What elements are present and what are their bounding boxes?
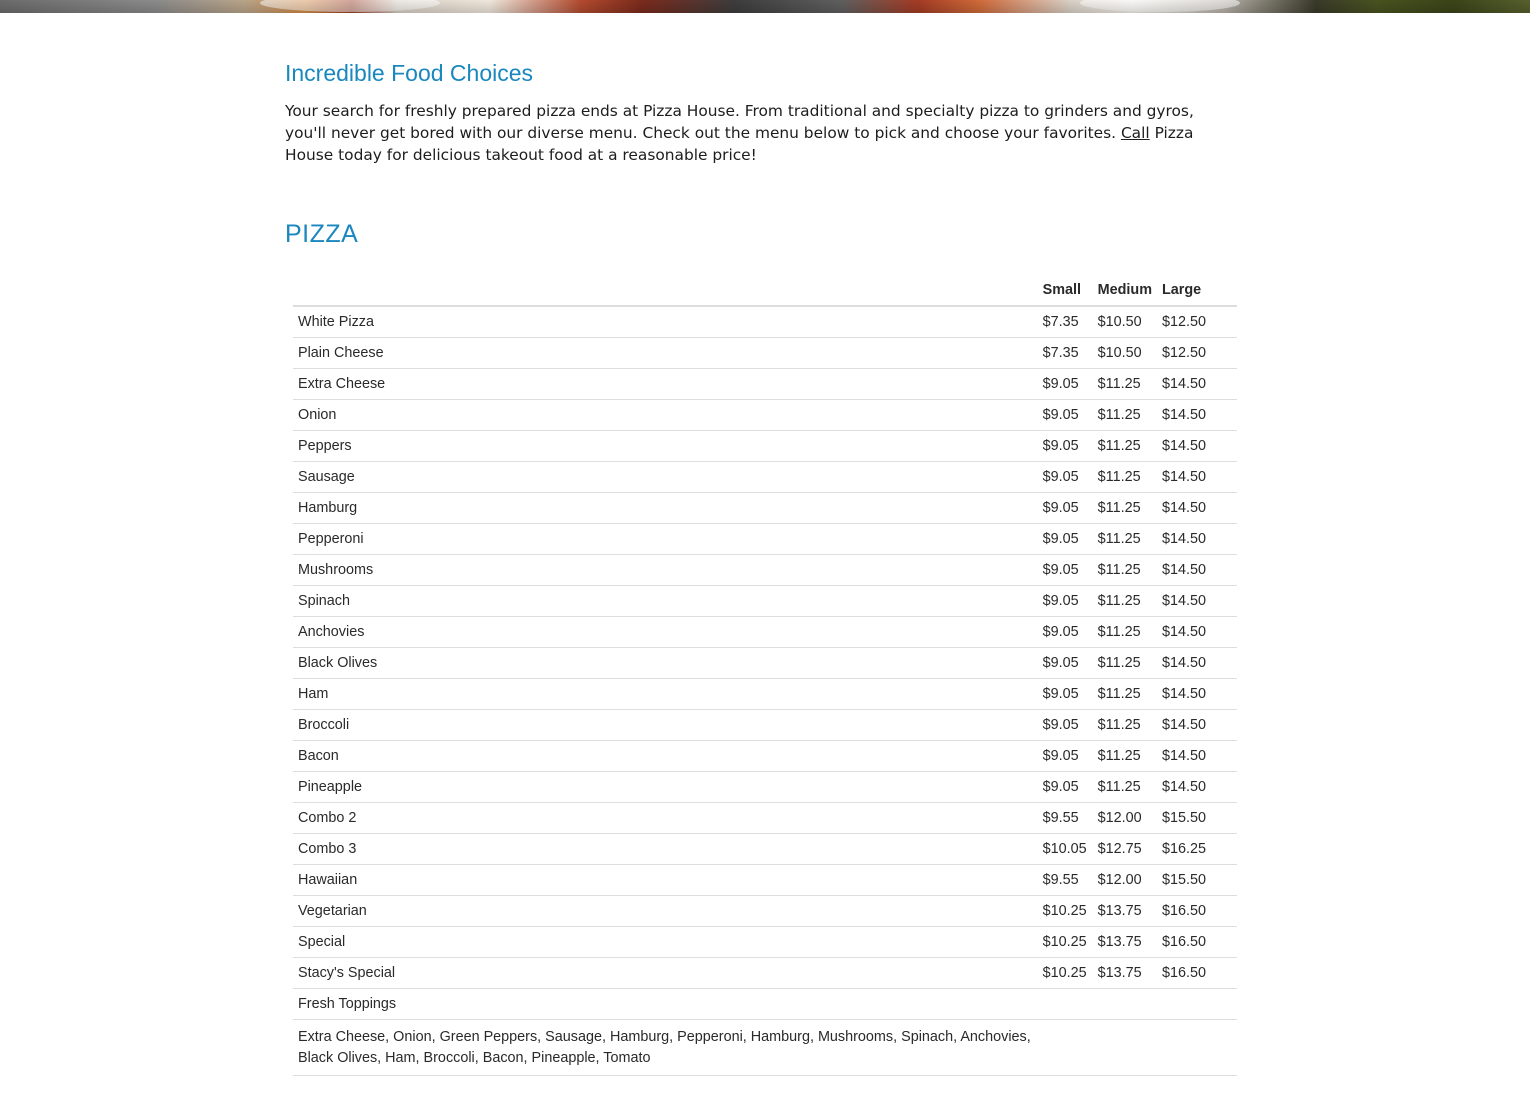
table-row xyxy=(293,803,1237,834)
price-large-cell: $16.50 xyxy=(1157,958,1237,989)
price-medium-cell: $11.25 xyxy=(1093,710,1157,741)
price-medium-cell: $10.50 xyxy=(1093,338,1157,369)
table-row xyxy=(293,865,1237,896)
price-small-cell: $9.05 xyxy=(1038,617,1093,648)
price-small-cell: $9.05 xyxy=(1038,648,1093,679)
price-medium-cell: $13.75 xyxy=(1093,958,1157,989)
column-header-large: Large xyxy=(1157,274,1237,306)
item-name-cell: Pepperoni xyxy=(293,524,1038,555)
price-medium-cell: $11.25 xyxy=(1093,524,1157,555)
price-large-cell: $14.50 xyxy=(1157,524,1237,555)
price-small-cell: $9.05 xyxy=(1038,710,1093,741)
intro-heading: Incredible Food Choices xyxy=(285,60,534,86)
price-medium-cell: $11.25 xyxy=(1093,617,1157,648)
table-row xyxy=(293,338,1237,369)
toppings-title-row xyxy=(293,989,1237,1020)
table-row xyxy=(293,896,1237,927)
price-medium-cell: $11.25 xyxy=(1093,555,1157,586)
price-medium-cell: $11.25 xyxy=(1093,462,1157,493)
price-medium-cell: $11.25 xyxy=(1093,493,1157,524)
table-row xyxy=(293,493,1237,524)
table-row xyxy=(293,462,1237,493)
price-medium-cell: $12.00 xyxy=(1093,865,1157,896)
price-medium-cell: $12.00 xyxy=(1093,803,1157,834)
price-large-cell: $16.50 xyxy=(1157,927,1237,958)
item-name-cell: Peppers xyxy=(293,431,1038,462)
price-medium-cell: $10.50 xyxy=(1093,306,1157,338)
price-large-cell: $16.50 xyxy=(1157,896,1237,927)
hero-plate-highlight xyxy=(260,0,440,12)
item-name-cell: Vegetarian xyxy=(293,896,1038,927)
table-row xyxy=(293,586,1237,617)
price-large-cell: $14.50 xyxy=(1157,617,1237,648)
column-header-medium: Medium xyxy=(1093,274,1157,306)
empty-cell xyxy=(1093,1020,1157,1076)
price-large-cell: $14.50 xyxy=(1157,462,1237,493)
item-name-cell: Special xyxy=(293,927,1038,958)
price-medium-cell: $13.75 xyxy=(1093,896,1157,927)
item-name-cell: Spinach xyxy=(293,586,1038,617)
price-small-cell: $9.05 xyxy=(1038,741,1093,772)
item-name-cell: Extra Cheese xyxy=(293,369,1038,400)
price-medium-cell: $11.25 xyxy=(1093,679,1157,710)
call-link[interactable]: Call xyxy=(1120,124,1150,142)
price-small-cell: $9.05 xyxy=(1038,462,1093,493)
empty-cell xyxy=(1038,1020,1093,1076)
price-small-cell: $10.05 xyxy=(1038,834,1093,865)
table-row xyxy=(293,648,1237,679)
price-medium-cell: $11.25 xyxy=(1093,772,1157,803)
price-large-cell: $16.25 xyxy=(1157,834,1237,865)
table-row xyxy=(293,524,1237,555)
price-medium-cell: $11.25 xyxy=(1093,400,1157,431)
table-row xyxy=(293,400,1237,431)
price-small-cell: $9.05 xyxy=(1038,679,1093,710)
price-medium-cell: $12.75 xyxy=(1093,834,1157,865)
empty-cell xyxy=(1038,989,1093,1020)
price-small-cell: $9.55 xyxy=(1038,803,1093,834)
table-row xyxy=(293,834,1237,865)
intro-text-before-link: Your search for freshly prepared pizza ends at Pizza House. From traditional and specialty pizza to grinders and gyros, you'll never get bored with our diverse menu. Check out the menu below to pick and choose your favorites. xyxy=(285,102,1194,142)
item-name-cell: Hamburg xyxy=(293,493,1038,524)
table-row xyxy=(293,927,1237,958)
price-large-cell: $14.50 xyxy=(1157,493,1237,524)
price-large-cell: $14.50 xyxy=(1157,772,1237,803)
price-medium-cell: $11.25 xyxy=(1093,648,1157,679)
table-row xyxy=(293,741,1237,772)
item-name-cell: Stacy's Special xyxy=(293,958,1038,989)
price-small-cell: $9.05 xyxy=(1038,369,1093,400)
price-large-cell: $15.50 xyxy=(1157,865,1237,896)
price-large-cell: $14.50 xyxy=(1157,400,1237,431)
price-large-cell: $14.50 xyxy=(1157,431,1237,462)
price-small-cell: $9.05 xyxy=(1038,586,1093,617)
item-name-cell: Combo 2 xyxy=(293,803,1038,834)
toppings-list-row xyxy=(293,1020,1237,1076)
table-body xyxy=(293,306,1237,1076)
item-name-cell: Broccoli xyxy=(293,710,1038,741)
price-small-cell: $7.35 xyxy=(1038,338,1093,369)
price-small-cell: $10.25 xyxy=(1038,927,1093,958)
empty-cell xyxy=(1093,989,1157,1020)
price-large-cell: $14.50 xyxy=(1157,369,1237,400)
table-row xyxy=(293,369,1237,400)
item-name-cell: Combo 3 xyxy=(293,834,1038,865)
item-name-cell: Anchovies xyxy=(293,617,1038,648)
item-name-cell: White Pizza xyxy=(293,306,1038,338)
toppings-title: Fresh Toppings xyxy=(293,989,1038,1020)
price-small-cell: $10.25 xyxy=(1038,896,1093,927)
price-small-cell: $9.05 xyxy=(1038,524,1093,555)
table-header-row xyxy=(293,274,1237,306)
pizza-section-heading: PIZZA xyxy=(285,220,359,248)
table-row xyxy=(293,431,1237,462)
price-small-cell: $7.35 xyxy=(1038,306,1093,338)
price-large-cell: $14.50 xyxy=(1157,648,1237,679)
price-large-cell: $12.50 xyxy=(1157,338,1237,369)
column-header-small: Small xyxy=(1038,274,1093,306)
price-small-cell: $9.05 xyxy=(1038,555,1093,586)
column-header-item xyxy=(293,274,1038,306)
empty-cell xyxy=(1157,989,1237,1020)
price-large-cell: $15.50 xyxy=(1157,803,1237,834)
item-name-cell: Onion xyxy=(293,400,1038,431)
price-large-cell: $14.50 xyxy=(1157,710,1237,741)
price-medium-cell: $11.25 xyxy=(1093,586,1157,617)
price-large-cell: $12.50 xyxy=(1157,306,1237,338)
price-large-cell: $14.50 xyxy=(1157,555,1237,586)
price-small-cell: $9.55 xyxy=(1038,865,1093,896)
toppings-list: Extra Cheese, Onion, Green Peppers, Sausage, Hamburg, Pepperoni, Hamburg, Mushrooms, Spinach, Anchovies, Black Olives, Ham, Broccoli, Bacon, Pineapple, Tomato xyxy=(293,1020,1038,1076)
item-name-cell: Ham xyxy=(293,679,1038,710)
hero-image-strip xyxy=(0,0,1530,13)
item-name-cell: Pineapple xyxy=(293,772,1038,803)
item-name-cell: Plain Cheese xyxy=(293,338,1038,369)
table-row xyxy=(293,679,1237,710)
price-medium-cell: $11.25 xyxy=(1093,369,1157,400)
price-medium-cell: $13.75 xyxy=(1093,927,1157,958)
empty-cell xyxy=(1157,1020,1237,1076)
price-small-cell: $10.25 xyxy=(1038,958,1093,989)
price-large-cell: $14.50 xyxy=(1157,679,1237,710)
price-medium-cell: $11.25 xyxy=(1093,431,1157,462)
table-row xyxy=(293,958,1237,989)
price-small-cell: $9.05 xyxy=(1038,431,1093,462)
pizza-price-table xyxy=(293,274,1237,1076)
intro-paragraph xyxy=(285,100,1237,166)
price-small-cell: $9.05 xyxy=(1038,493,1093,524)
item-name-cell: Hawaiian xyxy=(293,865,1038,896)
hero-plate-highlight xyxy=(1080,0,1240,12)
price-large-cell: $14.50 xyxy=(1157,741,1237,772)
item-name-cell: Sausage xyxy=(293,462,1038,493)
intro-text-after-link: Pizza House today for delicious takeout food at a reasonable price! xyxy=(285,124,1194,164)
price-small-cell: $9.05 xyxy=(1038,400,1093,431)
item-name-cell: Bacon xyxy=(293,741,1038,772)
price-medium-cell: $11.25 xyxy=(1093,741,1157,772)
table-row xyxy=(293,306,1237,338)
item-name-cell: Mushrooms xyxy=(293,555,1038,586)
table-row xyxy=(293,710,1237,741)
price-large-cell: $14.50 xyxy=(1157,586,1237,617)
table-row xyxy=(293,617,1237,648)
price-small-cell: $9.05 xyxy=(1038,772,1093,803)
table-row xyxy=(293,772,1237,803)
table-row xyxy=(293,555,1237,586)
item-name-cell: Black Olives xyxy=(293,648,1038,679)
